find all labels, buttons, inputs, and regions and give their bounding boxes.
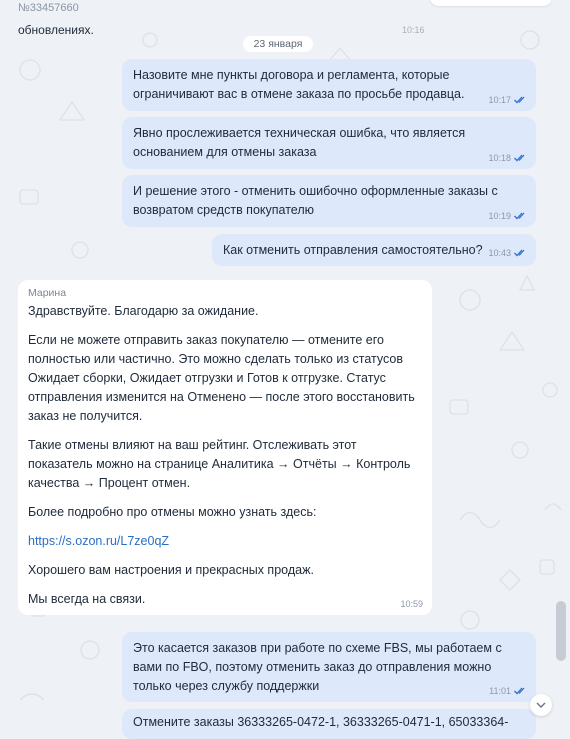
chat-header bbox=[0, 0, 570, 20]
outgoing-message bbox=[122, 117, 536, 169]
double-check-icon bbox=[514, 96, 527, 104]
outgoing-message-partial bbox=[122, 709, 536, 739]
message-text: Явно прослеживается техническая ошибка, что является основанием для отмены заказа bbox=[133, 126, 466, 159]
message-text: И решение этого - отменить ошибочно оформленные заказы с возвратом средств покупателю bbox=[133, 184, 498, 217]
message-time: 10:18 bbox=[488, 153, 511, 163]
message-paragraph: Такие отмены влияют на ваш рейтинг. Отслеживать этот показатель можно на странице Аналитика → Отчёты → Контроль качества → Процент отмен. bbox=[28, 438, 411, 490]
message-text: Как отменить отправления самостоятельно? bbox=[223, 243, 483, 257]
message-paragraph: Здравствуйте. Благодарю за ожидание. bbox=[28, 304, 259, 318]
outgoing-message bbox=[212, 234, 536, 266]
message-meta bbox=[400, 599, 423, 609]
message-meta bbox=[488, 248, 527, 258]
message-time: 10:19 bbox=[488, 211, 511, 221]
header-action-button[interactable] bbox=[430, 0, 552, 6]
message-meta bbox=[488, 211, 527, 221]
message-time: 10:43 bbox=[488, 248, 511, 258]
outgoing-message bbox=[122, 632, 536, 702]
double-check-icon bbox=[514, 687, 527, 695]
message-text: Назовите мне пункты договора и регламента, которые ограничивают вас в отмене заказа по просьбе продавца. bbox=[133, 68, 465, 101]
message-author: Марина bbox=[28, 287, 67, 299]
ozon-link[interactable]: https://s.ozon.ru/L7ze0qZ bbox=[28, 534, 170, 548]
message-meta bbox=[488, 153, 527, 163]
message-time: 10:17 bbox=[488, 95, 511, 105]
outgoing-message bbox=[122, 175, 536, 227]
double-check-icon bbox=[514, 154, 527, 162]
message-time: 10:59 bbox=[400, 599, 423, 609]
message-paragraph: Хорошего вам настроения и прекрасных продаж. bbox=[28, 563, 314, 577]
date-divider: 23 января bbox=[243, 36, 313, 52]
outgoing-message bbox=[122, 59, 536, 111]
message-time: 11:01 bbox=[489, 686, 511, 696]
double-check-icon bbox=[514, 249, 527, 257]
ticket-number: №33457660 bbox=[18, 2, 79, 14]
previous-message-text: обновлениях. bbox=[18, 23, 94, 37]
message-paragraph: Если не можете отправить заказ покупателю — отмените его полностью или частично. Это можно сделать только из статусов Ожидает сборки, Ожидает отгрузки и Готов к отгрузке. Статус отправления изменится на Отменено — после этого восстановить заказ не получится. bbox=[28, 333, 415, 423]
double-check-icon bbox=[514, 212, 527, 220]
incoming-message bbox=[18, 280, 432, 615]
scroll-down-button[interactable] bbox=[530, 694, 552, 716]
message-meta bbox=[488, 95, 527, 105]
message-paragraph: Мы всегда на связи. bbox=[28, 592, 146, 606]
chevron-down-icon bbox=[536, 702, 546, 708]
message-text: Отмените заказы 36333265-0472-1, 36333265-0471-1, 65033364- bbox=[133, 715, 509, 729]
message-meta bbox=[489, 686, 527, 696]
scrollbar[interactable] bbox=[556, 601, 566, 661]
previous-message-time: 10:16 bbox=[402, 25, 425, 35]
message-paragraph: Более подробно про отмены можно узнать здесь: bbox=[28, 505, 317, 519]
message-text: Это касается заказов при работе по схеме FBS, мы работаем с вами по FBO, поэтому отменить заказ до отправления можно только через службу поддержки bbox=[133, 641, 502, 693]
